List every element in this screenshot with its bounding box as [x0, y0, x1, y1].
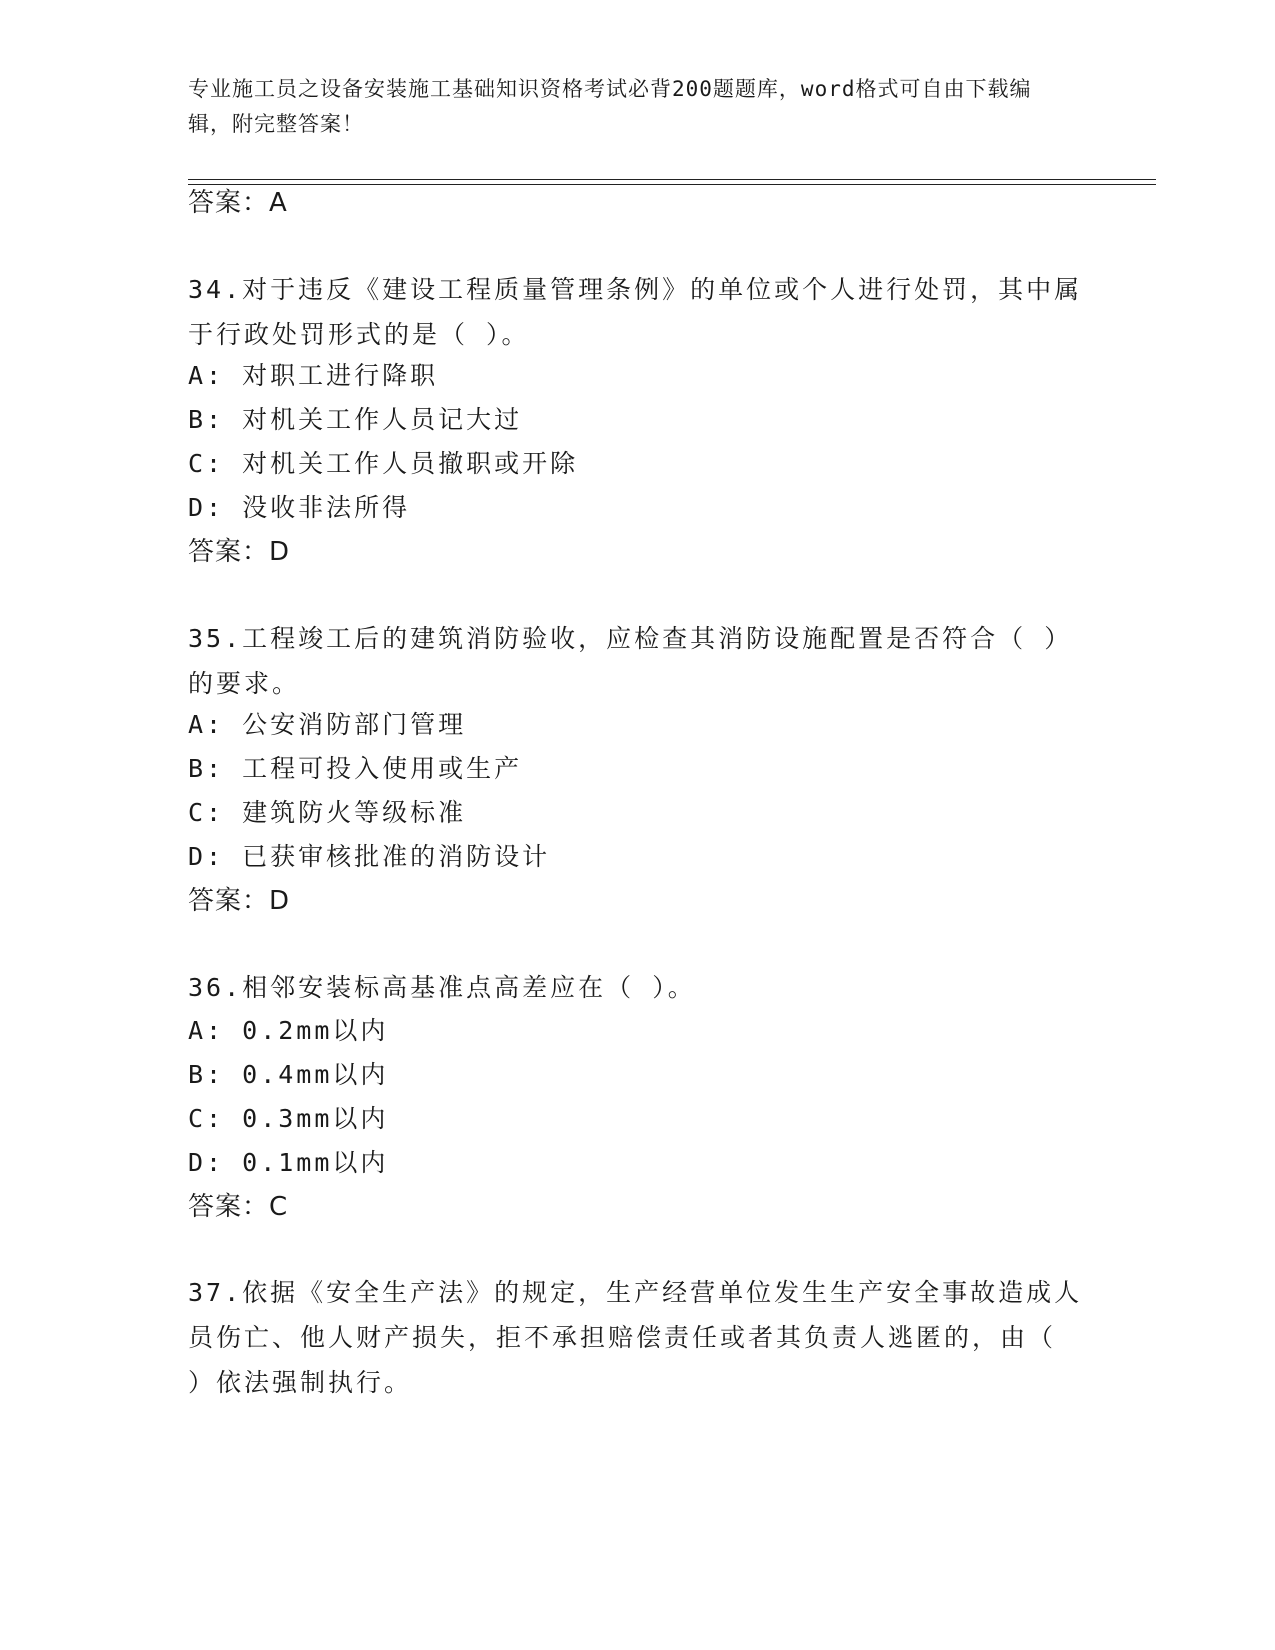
answer-34: 答案：D	[188, 537, 291, 567]
option-35-d: D: 已获审核批准的消防设计	[188, 842, 551, 871]
answer-36: 答案：C	[188, 1192, 289, 1222]
answer-label: 答案：A	[188, 188, 288, 218]
question-stem-36: 36.相邻安装标高基准点高差应在（ ）。	[188, 973, 696, 1002]
answer-35: 答案：D	[188, 886, 291, 916]
header-divider-thick	[188, 179, 1156, 180]
option-35-c: C: 建筑防火等级标准	[188, 798, 467, 827]
option-36-d: D: 0.1mm以内	[188, 1148, 389, 1177]
question-stem-35: 35.工程竣工后的建筑消防验收，应检查其消防设施配置是否符合（ ）的要求。	[188, 624, 1073, 698]
option-35-a: A: 公安消防部门管理	[188, 710, 467, 739]
option-34-c: C: 对机关工作人员撤职或开除	[188, 449, 579, 478]
option-36-b: B: 0.4mm以内	[188, 1060, 389, 1089]
page-header-title: 专业施工员之设备安装施工基础知识资格考试必背200题题库，word格式可自由下载编辑，附完整答案！	[188, 77, 1032, 136]
option-36-c: C: 0.3mm以内	[188, 1104, 389, 1133]
question-stem-34: 34.对于违反《建设工程质量管理条例》的单位或个人进行处罚，其中属于行政处罚形式的是（ ）。	[188, 275, 1083, 349]
option-34-a: A: 对职工进行降职	[188, 361, 439, 390]
option-35-b: B: 工程可投入使用或生产	[188, 754, 523, 783]
header-divider-thin	[188, 184, 1156, 185]
option-36-a: A: 0.2mm以内	[188, 1016, 389, 1045]
question-stem-37: 37.依据《安全生产法》的规定，生产经营单位发生生产安全事故造成人员伤亡、他人财产损失，拒不承担赔偿责任或者其负责人逃匿的，由（ ）依法强制执行。	[188, 1278, 1083, 1397]
option-34-b: B: 对机关工作人员记大过	[188, 405, 523, 434]
option-34-d: D: 没收非法所得	[188, 493, 411, 522]
